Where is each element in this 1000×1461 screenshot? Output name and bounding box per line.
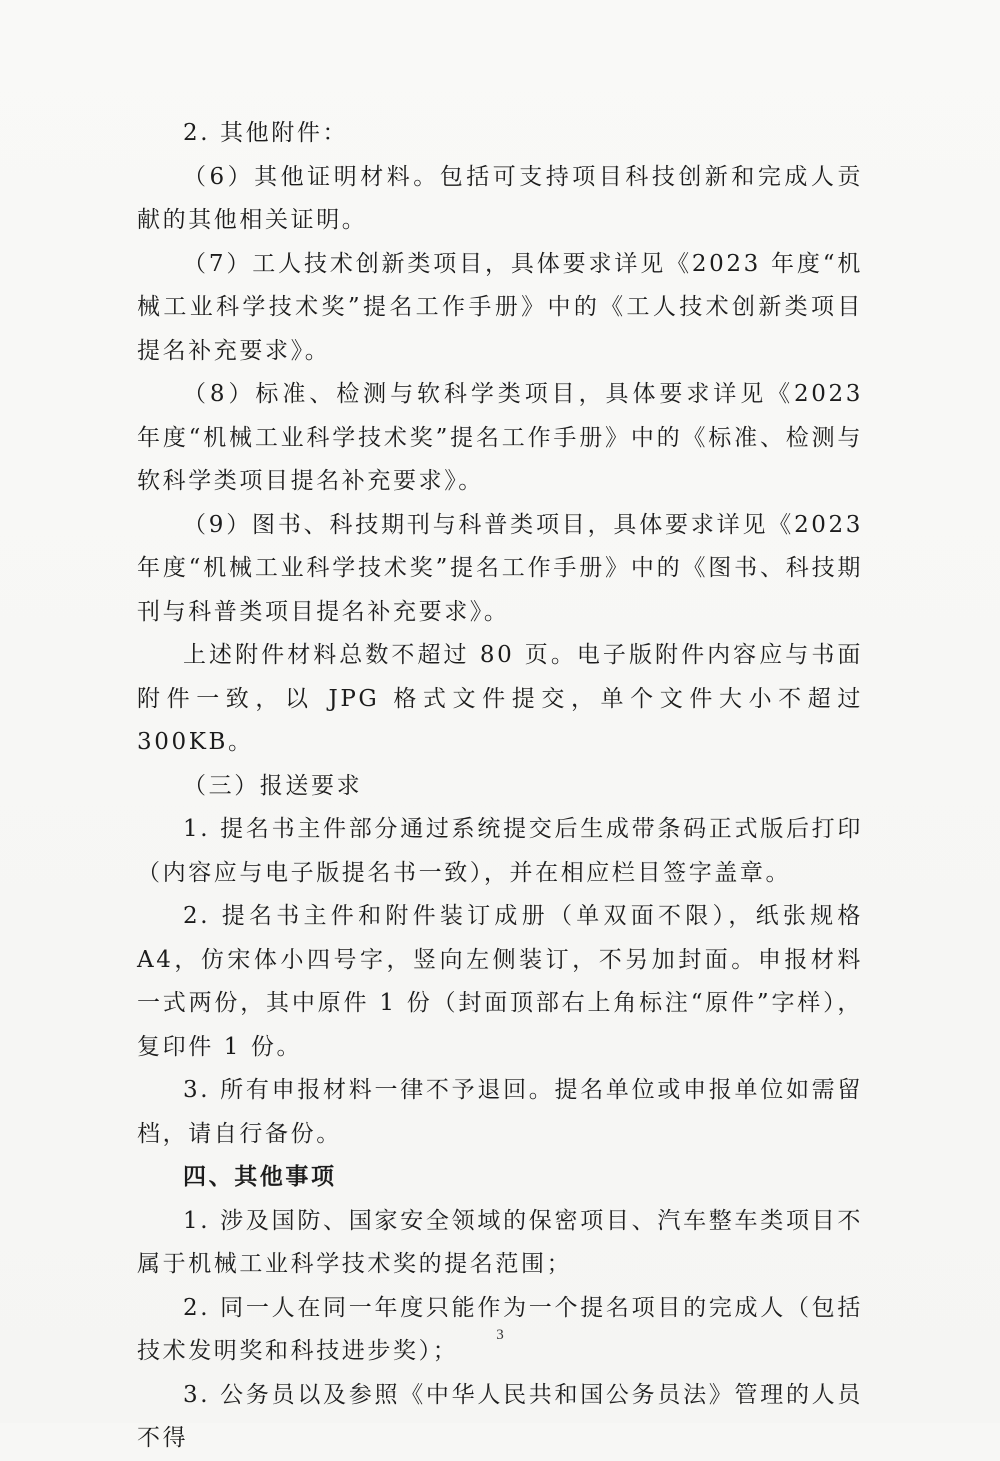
paragraph-matter-2: 2. 同一人在同一年度只能作为一个提名项目的完成人（包括技术发明奖和科技进步奖）；: [137, 1294, 863, 1364]
page-number: 3: [496, 1327, 504, 1343]
paragraph-requirement-3: 3. 所有申报材料一律不予退回。提名单位或申报单位如需留档，请自行备份。: [137, 1077, 863, 1147]
section-heading-submission-requirements: （三）报送要求: [183, 772, 363, 799]
paragraph-other-attachments-heading: 2. 其他附件：: [183, 120, 349, 146]
paragraph-matter-1: 1. 涉及国防、国家安全领域的保密项目、汽车整车类项目不属于机械工业科学技术奖的提名范围；: [137, 1207, 863, 1277]
paragraph-item-8: （8）标准、检测与软科学类项目，具体要求详见《2023 年度“机械工业科学技术奖”提名工作手册》中的《标准、检测与软科学类项目提名补充要求》。: [137, 381, 863, 494]
paragraph-item-7: （7）工人技术创新类项目，具体要求详见《2023 年度“机械工业科学技术奖”提名工作手册》中的《工人技术创新类项目提名补充要求》。: [137, 250, 863, 364]
paragraph-matter-3: 3. 公务员以及参照《中华人民共和国公务员法》管理的人员不得: [137, 1381, 863, 1451]
document-body: [137, 112, 863, 1461]
paragraph-requirement-2: 2. 提名书主件和附件装订成册（单双面不限），纸张规格 A4，仿宋体小四号字，竖向左侧装订，不另加封面。申报材料一式两份，其中原件 1 份（封面顶部右上角标注“原件”字样），复印件 1 份。: [137, 903, 863, 1060]
paragraph-attachment-limits: 上述附件材料总数不超过 80 页。电子版附件内容应与书面附件一致，以 JPG 格式文件提交，单个文件大小不超过 300KB。: [137, 642, 863, 755]
section-heading-other-matters: 四、其他事项: [183, 1164, 337, 1190]
paragraph-item-6: （6）其他证明材料。包括可支持项目科技创新和完成人贡献的其他相关证明。: [137, 163, 863, 233]
paragraph-item-9: （9）图书、科技期刊与科普类项目，具体要求详见《2023 年度“机械工业科学技术奖”提名工作手册》中的《图书、科技期刊与科普类项目提名补充要求》。: [137, 511, 863, 625]
paragraph-requirement-1: 1. 提名书主件部分通过系统提交后生成带条码正式版后打印（内容应与电子版提名书一致），并在相应栏目签字盖章。: [137, 816, 863, 886]
